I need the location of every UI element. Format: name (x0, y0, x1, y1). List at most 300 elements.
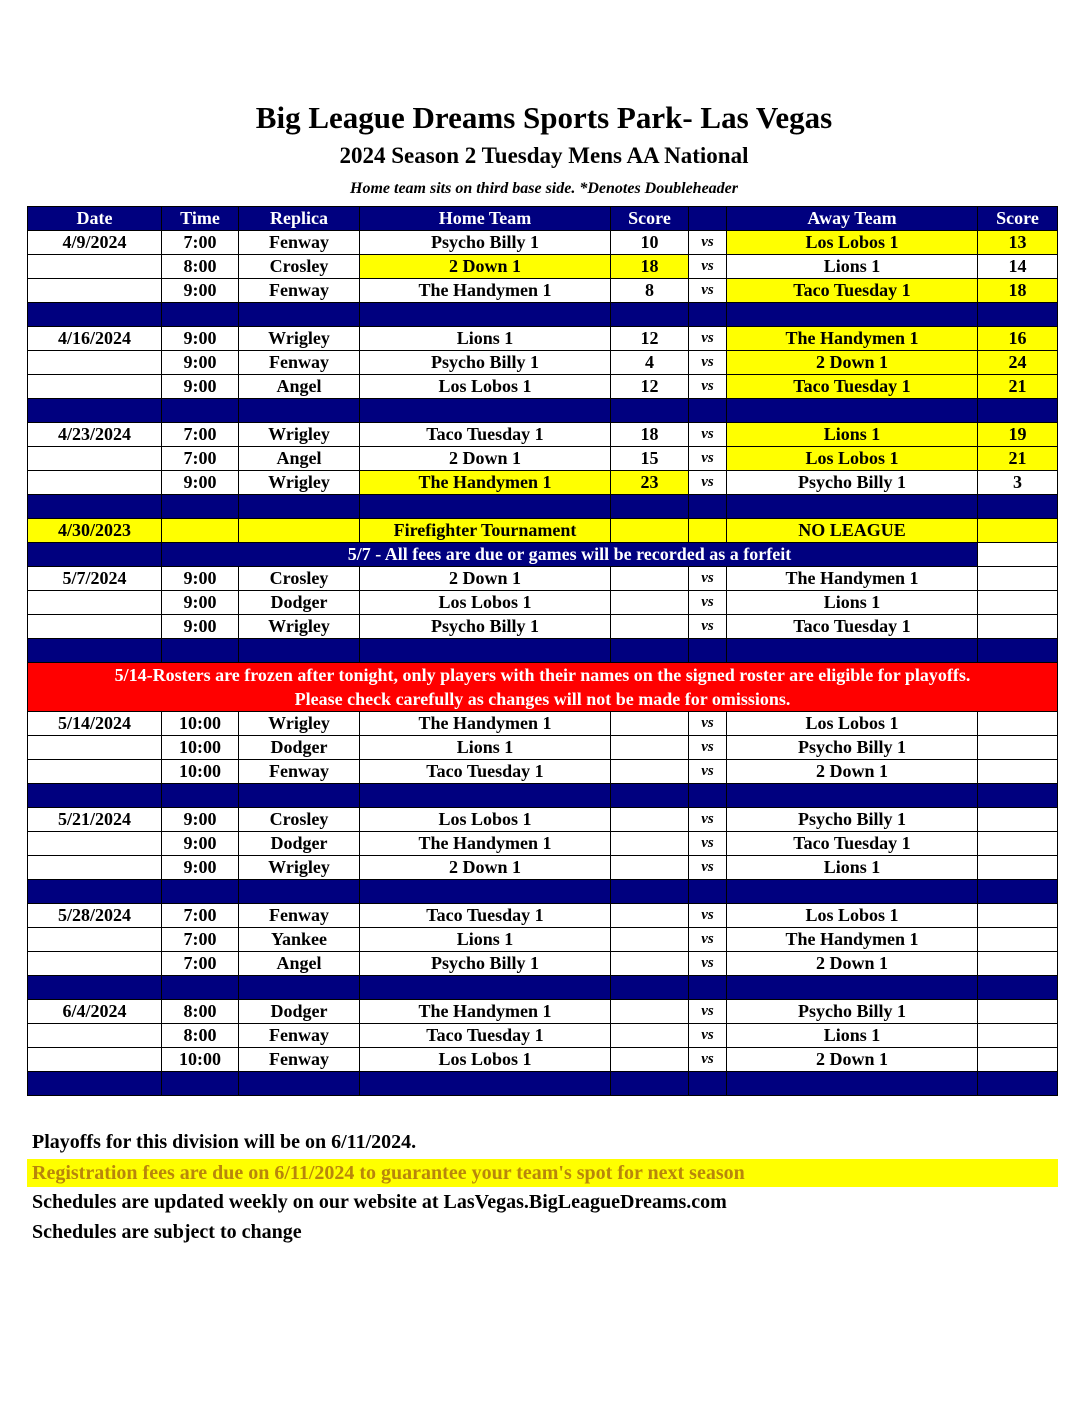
separator-cell (689, 399, 727, 423)
away-score-cell (978, 615, 1058, 639)
away-score-cell: 21 (978, 375, 1058, 399)
away-score-cell: 14 (978, 255, 1058, 279)
date-cell (28, 471, 162, 495)
game-row (28, 567, 1058, 591)
date-cell: 5/14/2024 (28, 712, 162, 736)
home-score-cell (611, 567, 689, 591)
separator-cell (28, 495, 162, 519)
date-cell: 4/9/2024 (28, 231, 162, 255)
away-score-cell (978, 952, 1058, 976)
separator-cell (360, 399, 611, 423)
field-cell: Yankee (239, 928, 360, 952)
separator-row (28, 1072, 1058, 1096)
time-cell: 7:00 (162, 904, 239, 928)
away-score-cell (978, 1024, 1058, 1048)
away-score-cell (978, 856, 1058, 880)
home-team-cell: Los Lobos 1 (360, 591, 611, 615)
separator-cell (727, 399, 978, 423)
date-cell (28, 447, 162, 471)
game-row (28, 255, 1058, 279)
away-team-cell: Lions 1 (727, 255, 978, 279)
time-cell: 10:00 (162, 1048, 239, 1072)
home-team-cell: The Handymen 1 (360, 832, 611, 856)
separator-cell (162, 784, 239, 808)
game-row (28, 760, 1058, 784)
separator-cell (239, 639, 360, 663)
away-team-cell: Psycho Billy 1 (727, 808, 978, 832)
game-row (28, 471, 1058, 495)
separator-row (28, 495, 1058, 519)
time-cell: 7:00 (162, 952, 239, 976)
date-cell (28, 856, 162, 880)
separator-cell (360, 303, 611, 327)
game-row (28, 231, 1058, 255)
home-team-cell: Lions 1 (360, 327, 611, 351)
home-score-cell (611, 1048, 689, 1072)
home-team-cell: 2 Down 1 (360, 856, 611, 880)
home-score-cell (611, 760, 689, 784)
separator-cell (611, 880, 689, 904)
away-team-cell: Lions 1 (727, 856, 978, 880)
separator-cell (689, 1072, 727, 1096)
game-row (28, 375, 1058, 399)
separator-cell (727, 639, 978, 663)
separator-cell (239, 303, 360, 327)
home-team-cell: Psycho Billy 1 (360, 351, 611, 375)
away-score-cell (978, 591, 1058, 615)
game-row (28, 856, 1058, 880)
separator-cell (162, 639, 239, 663)
vs-cell: vs (689, 1000, 727, 1024)
vs-cell: vs (689, 952, 727, 976)
separator-cell (360, 495, 611, 519)
column-header: Score (978, 207, 1058, 231)
field-cell: Wrigley (239, 712, 360, 736)
away-score-cell (978, 808, 1058, 832)
home-team-cell: 2 Down 1 (360, 255, 611, 279)
away-score-cell (978, 736, 1058, 760)
separator-cell (360, 784, 611, 808)
field-cell: Wrigley (239, 615, 360, 639)
date-cell (28, 255, 162, 279)
separator-cell (611, 495, 689, 519)
game-row (28, 928, 1058, 952)
field-cell: Angel (239, 375, 360, 399)
website-note: Schedules are updated weekly on our website at LasVegas.BigLeagueDreams.com (32, 1191, 727, 1213)
time-cell: 10:00 (162, 736, 239, 760)
home-team-cell: 2 Down 1 (360, 447, 611, 471)
date-cell (28, 1024, 162, 1048)
separator-row (28, 784, 1058, 808)
time-cell: 9:00 (162, 832, 239, 856)
vs-cell: vs (689, 712, 727, 736)
separator-cell (239, 976, 360, 1000)
home-team-cell: The Handymen 1 (360, 712, 611, 736)
vs-cell: vs (689, 904, 727, 928)
away-score-cell (978, 712, 1058, 736)
date-cell: 5/21/2024 (28, 808, 162, 832)
separator-cell (689, 880, 727, 904)
field-cell: Dodger (239, 591, 360, 615)
column-header: Away Team (727, 207, 978, 231)
vs-cell: vs (689, 1048, 727, 1072)
away-team-cell: Psycho Billy 1 (727, 736, 978, 760)
home-team-cell: Taco Tuesday 1 (360, 760, 611, 784)
separator-cell (689, 495, 727, 519)
away-team-cell: Taco Tuesday 1 (727, 615, 978, 639)
home-score-cell: 18 (611, 255, 689, 279)
home-score-cell (611, 856, 689, 880)
vs-cell: vs (689, 447, 727, 471)
separator-cell (611, 1072, 689, 1096)
separator-cell (978, 976, 1058, 1000)
vs-cell: vs (689, 231, 727, 255)
home-score-cell (611, 832, 689, 856)
separator-cell (611, 976, 689, 1000)
away-team-cell: Los Lobos 1 (727, 712, 978, 736)
home-score-cell (611, 904, 689, 928)
vs-cell: vs (689, 591, 727, 615)
field-cell: Wrigley (239, 856, 360, 880)
time-cell: 9:00 (162, 615, 239, 639)
vs-cell: vs (689, 375, 727, 399)
separator-cell (689, 784, 727, 808)
separator-cell (239, 784, 360, 808)
vs-cell: vs (689, 279, 727, 303)
separator-cell (28, 1072, 162, 1096)
field-cell: Crosley (239, 567, 360, 591)
page-title: Big League Dreams Sports Park- Las Vegas (255, 100, 833, 135)
separator-row (28, 976, 1058, 1000)
home-team-cell: Los Lobos 1 (360, 375, 611, 399)
separator-cell (239, 399, 360, 423)
time-cell: 9:00 (162, 279, 239, 303)
separator-cell (611, 303, 689, 327)
home-score-cell: 12 (611, 375, 689, 399)
separator-cell (978, 303, 1058, 327)
separator-cell (727, 1072, 978, 1096)
home-score-cell (611, 952, 689, 976)
away-score-cell (978, 1048, 1058, 1072)
separator-cell (239, 1072, 360, 1096)
field-cell: Fenway (239, 1048, 360, 1072)
field-cell: Fenway (239, 904, 360, 928)
separator-cell (978, 639, 1058, 663)
away-team-cell: Psycho Billy 1 (727, 471, 978, 495)
game-row (28, 615, 1058, 639)
away-team-cell: The Handymen 1 (727, 567, 978, 591)
separator-cell (611, 399, 689, 423)
field-cell: Crosley (239, 808, 360, 832)
time-cell: 7:00 (162, 928, 239, 952)
away-team-cell: Taco Tuesday 1 (727, 832, 978, 856)
separator-cell (360, 639, 611, 663)
away-score-cell: 16 (978, 327, 1058, 351)
page-subtitle: 2024 Season 2 Tuesday Mens AA National (339, 143, 749, 168)
away-team-cell: 2 Down 1 (727, 760, 978, 784)
game-row (28, 904, 1058, 928)
date-cell (28, 279, 162, 303)
field-cell: Dodger (239, 832, 360, 856)
home-team-cell: Psycho Billy 1 (360, 615, 611, 639)
alert-line: Please check carefully as changes will not be made for omissions. (294, 689, 791, 709)
time-cell: 7:00 (162, 231, 239, 255)
score-cell (611, 519, 689, 543)
away-team-cell: Los Lobos 1 (727, 904, 978, 928)
separator-row (28, 639, 1058, 663)
separator-cell (727, 784, 978, 808)
separator-cell (689, 639, 727, 663)
date-cell (28, 591, 162, 615)
away-team-cell: Los Lobos 1 (727, 447, 978, 471)
time-cell: 9:00 (162, 808, 239, 832)
separator-cell (978, 784, 1058, 808)
event-cell: NO LEAGUE (727, 519, 978, 543)
separator-cell (162, 976, 239, 1000)
home-team-cell: Los Lobos 1 (360, 1048, 611, 1072)
separator-cell (978, 495, 1058, 519)
time-cell: 9:00 (162, 375, 239, 399)
separator-cell (28, 784, 162, 808)
home-score-cell (611, 928, 689, 952)
home-score-cell (611, 591, 689, 615)
column-header: Replica (239, 207, 360, 231)
separator-cell (360, 976, 611, 1000)
score-cell (978, 519, 1058, 543)
home-team-cell: Taco Tuesday 1 (360, 423, 611, 447)
vs-cell: vs (689, 351, 727, 375)
alert-line: 5/14-Rosters are frozen after tonight, only players with their names on the signed roster are eligible for playoffs. (114, 665, 971, 685)
home-score-cell (611, 736, 689, 760)
separator-cell (28, 639, 162, 663)
home-team-cell: Psycho Billy 1 (360, 952, 611, 976)
field-cell: Wrigley (239, 471, 360, 495)
away-team-cell: Lions 1 (727, 423, 978, 447)
separator-cell (28, 880, 162, 904)
field-cell: Fenway (239, 351, 360, 375)
time-cell: 9:00 (162, 591, 239, 615)
game-row (28, 591, 1058, 615)
home-score-cell (611, 615, 689, 639)
schedule-body (28, 231, 1058, 1096)
time-cell: 10:00 (162, 712, 239, 736)
vs-cell: vs (689, 471, 727, 495)
separator-cell (28, 976, 162, 1000)
playoffs-note: Playoffs for this division will be on 6/11/2024. (32, 1131, 417, 1153)
away-team-cell: Lions 1 (727, 1024, 978, 1048)
game-row (28, 423, 1058, 447)
date-cell: 4/23/2024 (28, 423, 162, 447)
time-cell: 7:00 (162, 423, 239, 447)
separator-cell (28, 399, 162, 423)
home-score-cell: 23 (611, 471, 689, 495)
notice-blank (978, 543, 1058, 567)
time-cell: 10:00 (162, 760, 239, 784)
separator-cell (978, 1072, 1058, 1096)
column-header: Time (162, 207, 239, 231)
separator-cell (611, 639, 689, 663)
schedule-table (27, 206, 1058, 1096)
vs-cell: vs (689, 856, 727, 880)
away-team-cell: Lions 1 (727, 591, 978, 615)
away-score-cell (978, 567, 1058, 591)
notice-row (28, 543, 1058, 567)
field-cell: Angel (239, 447, 360, 471)
game-row (28, 1048, 1058, 1072)
game-row (28, 736, 1058, 760)
away-score-cell: 13 (978, 231, 1058, 255)
date-cell (28, 952, 162, 976)
home-score-cell (611, 1000, 689, 1024)
separator-cell (727, 495, 978, 519)
home-team-cell: Lions 1 (360, 736, 611, 760)
date-cell: 6/4/2024 (28, 1000, 162, 1024)
home-score-cell (611, 712, 689, 736)
vs-cell: vs (689, 736, 727, 760)
vs-cell: vs (689, 760, 727, 784)
away-score-cell: 19 (978, 423, 1058, 447)
field-cell: Fenway (239, 231, 360, 255)
away-score-cell (978, 928, 1058, 952)
game-row (28, 808, 1058, 832)
home-team-cell: 2 Down 1 (360, 567, 611, 591)
home-score-cell (611, 1024, 689, 1048)
home-score-cell: 4 (611, 351, 689, 375)
registration-note: Registration fees are due on 6/11/2024 to guarantee your team's spot for next season (27, 1159, 1058, 1187)
away-score-cell: 3 (978, 471, 1058, 495)
game-row (28, 279, 1058, 303)
separator-cell (162, 399, 239, 423)
away-team-cell: 2 Down 1 (727, 351, 978, 375)
home-team-cell: The Handymen 1 (360, 279, 611, 303)
time-cell: 9:00 (162, 471, 239, 495)
separator-cell (611, 784, 689, 808)
date-cell (28, 1048, 162, 1072)
roster-alert (28, 663, 1058, 712)
separator-cell (978, 399, 1058, 423)
event-cell: Firefighter Tournament (360, 519, 611, 543)
home-score-cell: 10 (611, 231, 689, 255)
separator-cell (689, 976, 727, 1000)
away-score-cell (978, 1000, 1058, 1024)
vs-cell: vs (689, 832, 727, 856)
time-cell: 8:00 (162, 1024, 239, 1048)
field-cell: Angel (239, 952, 360, 976)
field-cell: Wrigley (239, 327, 360, 351)
away-score-cell: 24 (978, 351, 1058, 375)
time-cell: 9:00 (162, 856, 239, 880)
vs-cell: vs (689, 1024, 727, 1048)
column-header (689, 207, 727, 231)
date-cell: 5/28/2024 (28, 904, 162, 928)
field-cell: Fenway (239, 279, 360, 303)
date-cell (28, 375, 162, 399)
column-header: Home Team (360, 207, 611, 231)
home-team-cell: Psycho Billy 1 (360, 231, 611, 255)
separator-cell (162, 303, 239, 327)
field-cell (239, 519, 360, 543)
change-note: Schedules are subject to change (32, 1221, 302, 1243)
game-row (28, 447, 1058, 471)
vs-cell (689, 519, 727, 543)
away-team-cell: Taco Tuesday 1 (727, 375, 978, 399)
field-cell: Fenway (239, 760, 360, 784)
schedule-note: Home team sits on third base side. *Denotes Doubleheader (350, 180, 738, 197)
separator-cell (360, 1072, 611, 1096)
separator-cell (28, 303, 162, 327)
away-score-cell: 18 (978, 279, 1058, 303)
vs-cell: vs (689, 567, 727, 591)
home-score-cell (611, 808, 689, 832)
away-score-cell (978, 904, 1058, 928)
date-cell (28, 928, 162, 952)
time-cell: 8:00 (162, 255, 239, 279)
game-row (28, 1024, 1058, 1048)
game-row (28, 327, 1058, 351)
home-team-cell: Lions 1 (360, 928, 611, 952)
home-team-cell: The Handymen 1 (360, 1000, 611, 1024)
time-cell (162, 519, 239, 543)
separator-cell (978, 880, 1058, 904)
date-cell (28, 351, 162, 375)
separator-cell (727, 880, 978, 904)
separator-row (28, 880, 1058, 904)
separator-row (28, 399, 1058, 423)
game-row (28, 832, 1058, 856)
separator-cell (239, 495, 360, 519)
game-row (28, 952, 1058, 976)
separator-cell (360, 880, 611, 904)
date-cell (28, 832, 162, 856)
separator-cell (727, 303, 978, 327)
separator-cell (239, 880, 360, 904)
special-row (28, 519, 1058, 543)
home-score-cell: 15 (611, 447, 689, 471)
home-team-cell: Los Lobos 1 (360, 808, 611, 832)
game-row (28, 351, 1058, 375)
away-team-cell: 2 Down 1 (727, 1048, 978, 1072)
time-cell: 9:00 (162, 567, 239, 591)
date-cell: 5/7/2024 (28, 567, 162, 591)
vs-cell: vs (689, 928, 727, 952)
home-team-cell: The Handymen 1 (360, 471, 611, 495)
away-team-cell: The Handymen 1 (727, 928, 978, 952)
separator-cell (162, 1072, 239, 1096)
game-row (28, 1000, 1058, 1024)
separator-cell (689, 303, 727, 327)
home-team-cell: Taco Tuesday 1 (360, 1024, 611, 1048)
notice-blank (28, 543, 162, 567)
time-cell: 7:00 (162, 447, 239, 471)
separator-cell (162, 880, 239, 904)
time-cell: 9:00 (162, 351, 239, 375)
home-team-cell: Taco Tuesday 1 (360, 904, 611, 928)
fees-notice: 5/7 - All fees are due or games will be recorded as a forfeit (162, 543, 978, 567)
table-header (28, 207, 1058, 231)
vs-cell: vs (689, 615, 727, 639)
away-team-cell: Psycho Billy 1 (727, 1000, 978, 1024)
field-cell: Dodger (239, 1000, 360, 1024)
home-score-cell: 12 (611, 327, 689, 351)
vs-cell: vs (689, 255, 727, 279)
away-team-cell: 2 Down 1 (727, 952, 978, 976)
away-team-cell: Los Lobos 1 (727, 231, 978, 255)
time-cell: 9:00 (162, 327, 239, 351)
home-score-cell: 8 (611, 279, 689, 303)
column-header: Score (611, 207, 689, 231)
vs-cell: vs (689, 808, 727, 832)
vs-cell: vs (689, 327, 727, 351)
